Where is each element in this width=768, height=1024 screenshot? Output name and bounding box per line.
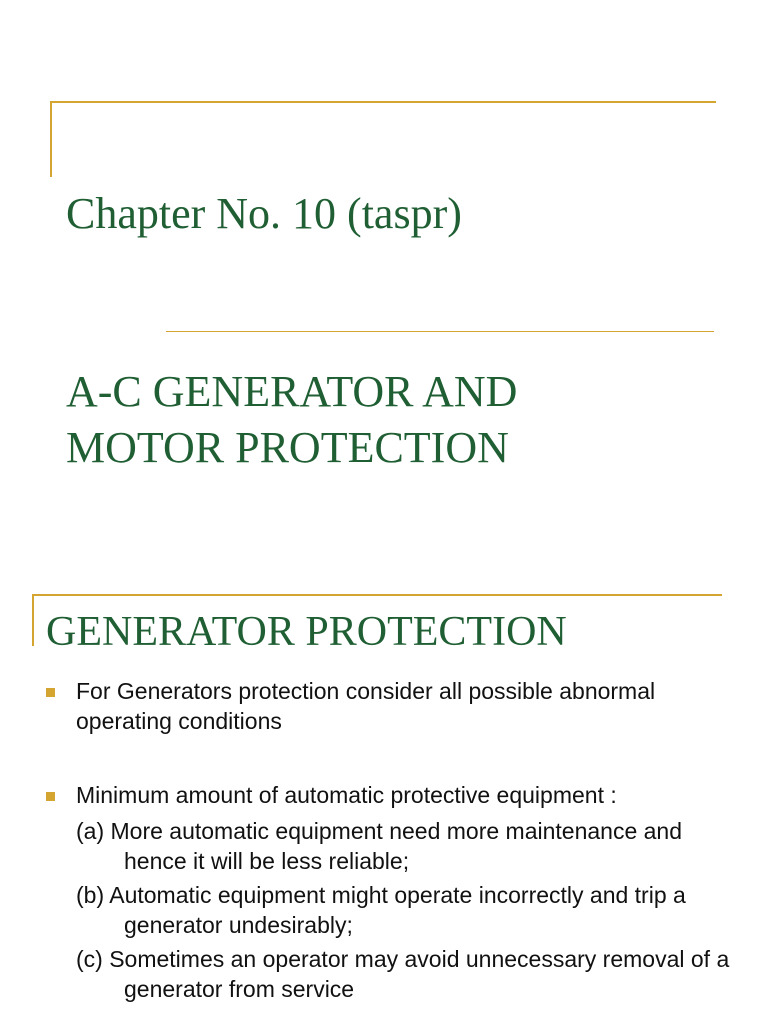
left-accent-line [50, 101, 52, 177]
main-title [66, 364, 517, 476]
section-title: GENERATOR PROTECTION [46, 609, 567, 655]
main-title-line-1: A-C GENERATOR AND [66, 367, 518, 416]
bullet-text: Minimum amount of automatic protective equipment : [76, 782, 617, 808]
top-accent-line [50, 101, 716, 103]
bullet-text: For Generators protection consider all possible abnormal operating conditions [76, 678, 656, 734]
bullet-list [44, 676, 744, 1004]
sub-item: (b) Automatic equipment might operate incorrectly and trip a generator undesirably; [76, 882, 686, 938]
bullet-item [44, 780, 744, 1004]
slide2-left-accent-line [32, 594, 34, 646]
sub-item-list [76, 816, 744, 1004]
slide2-top-accent-line [32, 594, 722, 596]
square-bullet-icon [46, 688, 55, 697]
title-divider-line [166, 331, 714, 332]
bullet-item [44, 676, 744, 736]
square-bullet-icon [46, 792, 55, 801]
sub-item: (c) Sometimes an operator may avoid unnecessary removal of a generator from service [76, 946, 730, 1002]
sub-item: (a) More automatic equipment need more maintenance and hence it will be less reliable; [76, 818, 683, 874]
main-title-line-2: MOTOR PROTECTION [66, 423, 509, 472]
chapter-title: Chapter No. 10 (taspr) [66, 189, 462, 238]
content-slide [0, 560, 768, 1024]
